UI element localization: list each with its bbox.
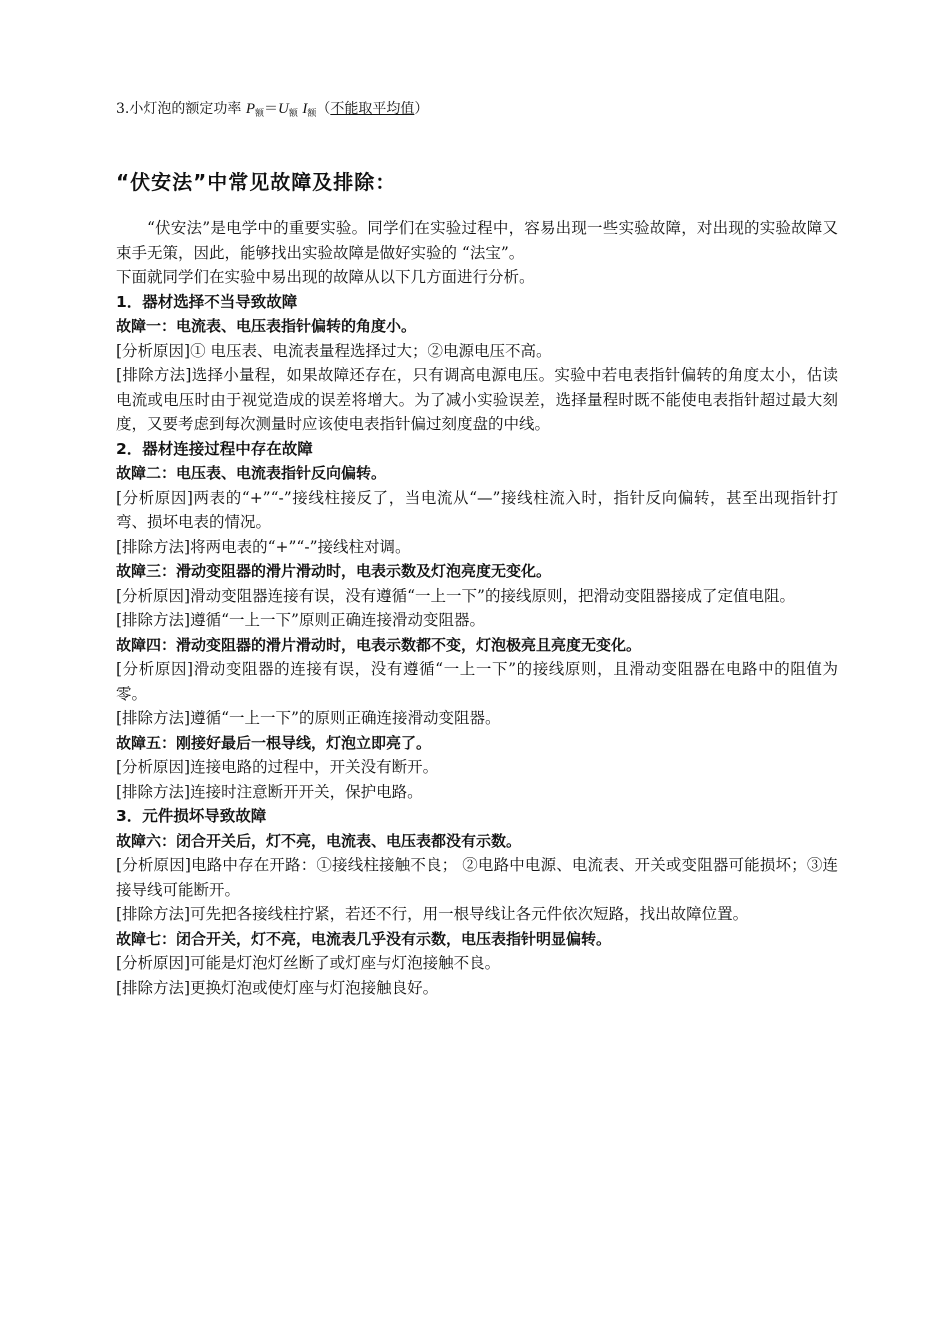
- body-paragraph: [分析原因]连接电路的过程中，开关没有断开。: [116, 758, 439, 776]
- formula-equals: ＝: [264, 101, 278, 117]
- section-title: 3．元件损坏导致故障: [116, 807, 267, 825]
- intro-paragraph: 下面就同学们在实验中易出现的故障从以下几方面进行分析。: [116, 268, 535, 286]
- fault-title: 故障一：电流表、电压表指针偏转的角度小。: [116, 317, 417, 335]
- fault-title: 故障四：滑动变阻器的滑片滑动时，电表示数都不变，灯泡极亮且亮度无变化。: [116, 635, 642, 654]
- rated-power-formula: [116, 98, 838, 120]
- formula-sub: 额: [307, 109, 317, 119]
- body-paragraph: [排除方法]更换灯泡或使灯座与灯泡接触良好。: [116, 978, 439, 997]
- formula-paren: （: [316, 101, 331, 117]
- body-paragraph: [分析原因]① 电压表、电流表量程选择过大；②电源电压不高。: [116, 341, 552, 360]
- body-paragraph: [分析原因]可能是灯泡灯丝断了或灯座与灯泡接触不良。: [116, 954, 501, 972]
- formula-sub: 额: [254, 109, 264, 119]
- intro-paragraph: “伏安法”是电学中的重要实验。同学们在实验过程中，容易出现一些实验故障，对出现的实验故障又束手无策，因此，能够找出实验故障是做好实验的 “法宝”。: [116, 219, 838, 262]
- section-heading: “伏安法”中常见故障及排除：: [116, 170, 397, 194]
- body-paragraph: [排除方法]可先把各接线柱拧紧，若还不行，用一根导线让各元件依次短路，找出故障位置。: [116, 905, 749, 923]
- fault-title: 故障二：电压表、电流表指针反向偏转。: [116, 464, 387, 482]
- body-paragraph: [排除方法]遵循“一上一下”原则正确连接滑动变阻器。: [116, 611, 485, 629]
- body-paragraph: [排除方法]连接时注意断开开关，保护电路。: [116, 782, 423, 801]
- body-paragraph: [排除方法]将两电表的“+”“-”接线柱对调。: [116, 537, 411, 556]
- formula-p: P: [245, 101, 255, 117]
- formula-note: 不能取平均值: [330, 101, 415, 117]
- formula-u: U: [278, 101, 289, 117]
- document-page: [116, 92, 838, 1000]
- fault-title: 故障六：闭合开关后，灯不亮，电流表、电压表都没有示数。: [116, 831, 522, 850]
- fault-title: 故障七：闭合开关，灯不亮，电流表几乎没有示数，电压表指针明显偏转。: [116, 929, 612, 948]
- formula-paren: ）: [414, 101, 429, 117]
- body-paragraph: [分析原因]滑动变阻器连接有误，没有遵循“一上一下”的接线原则，把滑动变阻器接成了定值电阻。: [116, 586, 795, 605]
- formula-prefix: 3.小灯泡的额定功率: [116, 101, 246, 117]
- body-paragraph: [分析原因]两表的“+”“-”接线柱接反了，当电流从“—”接线柱流入时，指针反向偏转，甚至出现指针打弯、损坏电表的情况。: [116, 488, 838, 531]
- formula-i: I: [302, 101, 308, 117]
- fault-title: 故障三：滑动变阻器的滑片滑动时，电表示数及灯泡亮度无变化。: [116, 562, 552, 580]
- formula-sub: 额: [288, 109, 298, 119]
- fault-title: 故障五：刚接好最后一根导线，灯泡立即亮了。: [116, 733, 432, 752]
- fault-list: [116, 290, 838, 1001]
- section-title: 1．器材选择不当导致故障: [116, 292, 298, 311]
- intro: [116, 216, 838, 290]
- body-paragraph: [分析原因]滑动变阻器的连接有误，没有遵循“一上一下”的接线原则，且滑动变阻器在电路中的阻值为零。: [116, 660, 838, 703]
- body-paragraph: [排除方法]遵循“一上一下”的原则正确连接滑动变阻器。: [116, 709, 501, 727]
- body-paragraph: [分析原因]电路中存在开路：①接线柱接触不良； ②电路中电源、电流表、开关或变阻器可能损坏；③连接导线可能断开。: [116, 856, 838, 899]
- section-title: 2．器材连接过程中存在故障: [116, 439, 313, 458]
- body-paragraph: [排除方法]选择小量程，如果故障还存在，只有调高电源电压。实验中若电表指针偏转的角度太小，估读电流或电压时由于视觉造成的误差将增大。为了减小实验误差，选择量程时既不能使电表指针超过最大刻度，又要考虑到每次测量时应该使电表指针偏过刻度盘的中线。: [116, 366, 838, 433]
